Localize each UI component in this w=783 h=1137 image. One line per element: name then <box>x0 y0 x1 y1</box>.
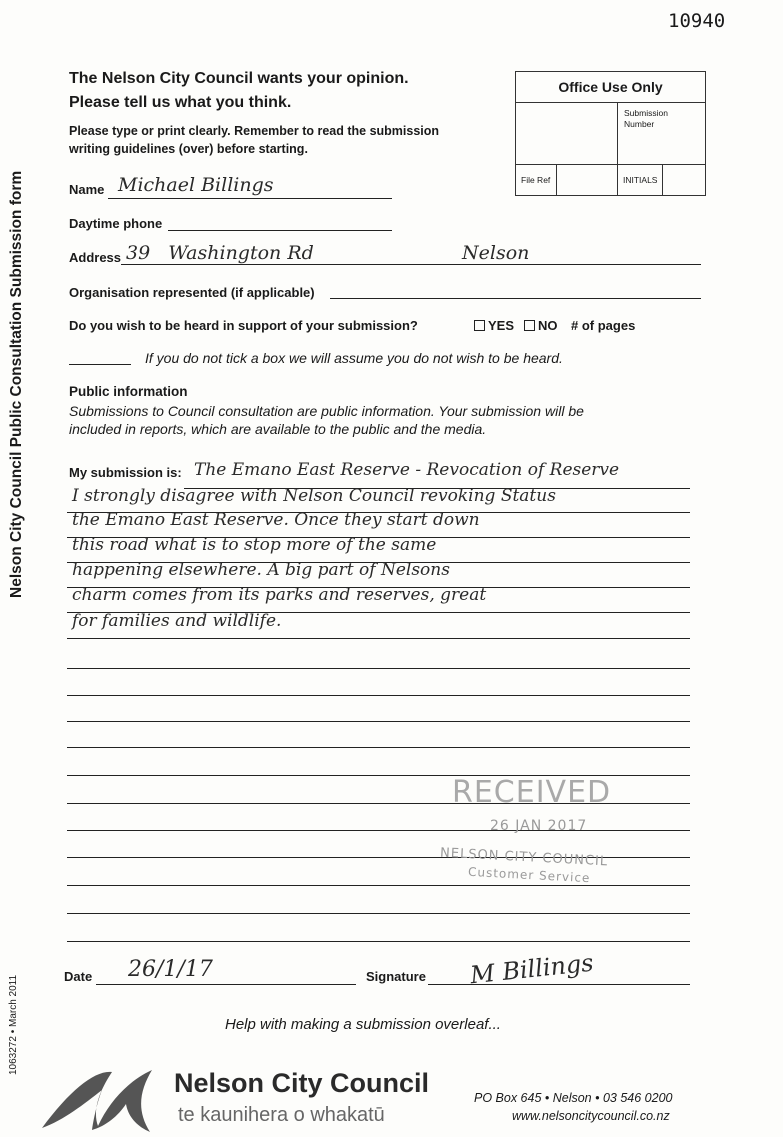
signature-field[interactable] <box>428 984 690 985</box>
organisation-field[interactable] <box>330 298 701 299</box>
yes-checkbox[interactable] <box>474 320 485 331</box>
address-value-city: Nelson <box>462 242 530 264</box>
no-option[interactable] <box>524 318 558 333</box>
submission-ruled-line <box>67 913 690 914</box>
submission-ruled-line <box>67 695 690 696</box>
date-label: Date <box>64 969 93 984</box>
initials-divider <box>662 164 663 195</box>
initials-label: INITIALS <box>623 175 658 185</box>
address-label: Address <box>69 250 122 265</box>
submission-line-text: The Emano East Reserve - Revocation of Reserve <box>194 460 620 480</box>
council-name: Nelson City Council <box>174 1068 430 1098</box>
date-field[interactable] <box>96 984 356 985</box>
submission-label: My submission is: <box>69 465 182 480</box>
submission-ruled-line <box>67 830 690 831</box>
stamp-date: 26 JAN 2017 <box>490 818 588 834</box>
date-value: 26/1/17 <box>128 957 213 982</box>
phone-label: Daytime phone <box>69 216 163 231</box>
submission-line-text: for families and wildlife. <box>72 611 282 631</box>
tick-note: If you do not tick a box we will assume you do not wish to be heard. <box>145 350 563 366</box>
address-field[interactable] <box>121 264 701 265</box>
instructions-line-1: Please type or print clearly. Remember to read the submission <box>69 124 440 138</box>
phone-field[interactable] <box>168 230 392 231</box>
contact-details: PO Box 645 • Nelson • 03 546 0200 <box>474 1091 673 1105</box>
yes-option[interactable] <box>474 318 514 333</box>
no-label: NO <box>538 318 558 333</box>
name-value: Michael Billings <box>118 174 274 196</box>
submission-ruled-line <box>67 885 690 886</box>
submission-ruled-line <box>67 638 690 639</box>
submission-line-text: charm comes from its parks and reserves, great <box>72 585 487 605</box>
stamp-organisation: NELSON CITY COUNCIL <box>439 845 609 870</box>
submission-line-text: this road what is to stop more of the same <box>72 535 437 555</box>
website[interactable]: www.nelsoncitycouncil.co.nz <box>512 1109 670 1123</box>
signature-value: M Billings <box>468 948 595 990</box>
public-info-text-2: included in reports, which are available to the public and the media. <box>69 421 487 437</box>
office-use-box <box>515 71 706 196</box>
heard-question: Do you wish to be heard in support of your submission? <box>69 318 418 333</box>
name-field[interactable] <box>108 198 392 199</box>
submission-line-text: happening elsewhere. A big part of Nelsons <box>72 560 450 580</box>
form-title-line-2: Please tell us what you think. <box>69 94 292 111</box>
submission-number-label-1: Submission <box>624 108 668 118</box>
office-use-heading: Office Use Only <box>516 72 705 103</box>
pages-count-field[interactable] <box>69 364 131 365</box>
stamp-department: Customer Service <box>467 864 591 886</box>
pages-label: # of pages <box>571 318 636 333</box>
help-text: Help with making a submission overleaf... <box>225 1016 501 1033</box>
document-code: 1063272 • March 2011 <box>8 974 19 1075</box>
reference-number: 10940 <box>668 10 726 32</box>
submission-ruled-line <box>67 668 690 669</box>
submission-line-text: the Emano East Reserve. Once they start down <box>72 510 480 530</box>
file-ref-divider <box>556 164 557 195</box>
form-side-title: Nelson City Council Public Consultation Submission form <box>8 170 25 598</box>
address-value-street: 39 Washington Rd <box>126 242 314 264</box>
received-stamp: RECEIVED <box>452 775 612 810</box>
file-ref-label: File Ref <box>521 175 551 185</box>
submission-line-text: I strongly disagree with Nelson Council revoking Status <box>72 486 556 506</box>
submission-ruled-line <box>67 721 690 722</box>
office-use-row-divider <box>516 164 705 165</box>
instructions-line-2: writing guidelines (over) before starting. <box>69 142 308 156</box>
council-maori-name: te kaunihera o whakatū <box>178 1104 385 1126</box>
yes-label: YES <box>488 318 515 333</box>
name-label: Name <box>69 182 105 197</box>
public-info-text-1: Submissions to Council consultation are public information. Your submission will be <box>69 403 584 419</box>
council-logo-swoosh <box>40 1060 170 1135</box>
no-checkbox[interactable] <box>524 320 535 331</box>
submission-ruled-line <box>67 941 690 942</box>
public-info-heading: Public information <box>69 384 188 399</box>
form-title-line-1: The Nelson City Council wants your opinion. <box>69 70 409 87</box>
organisation-label: Organisation represented (if applicable) <box>69 285 315 300</box>
office-use-divider <box>617 102 618 195</box>
signature-label: Signature <box>366 969 426 984</box>
submission-number-label-2: Number <box>624 119 655 129</box>
submission-ruled-line <box>67 747 690 748</box>
